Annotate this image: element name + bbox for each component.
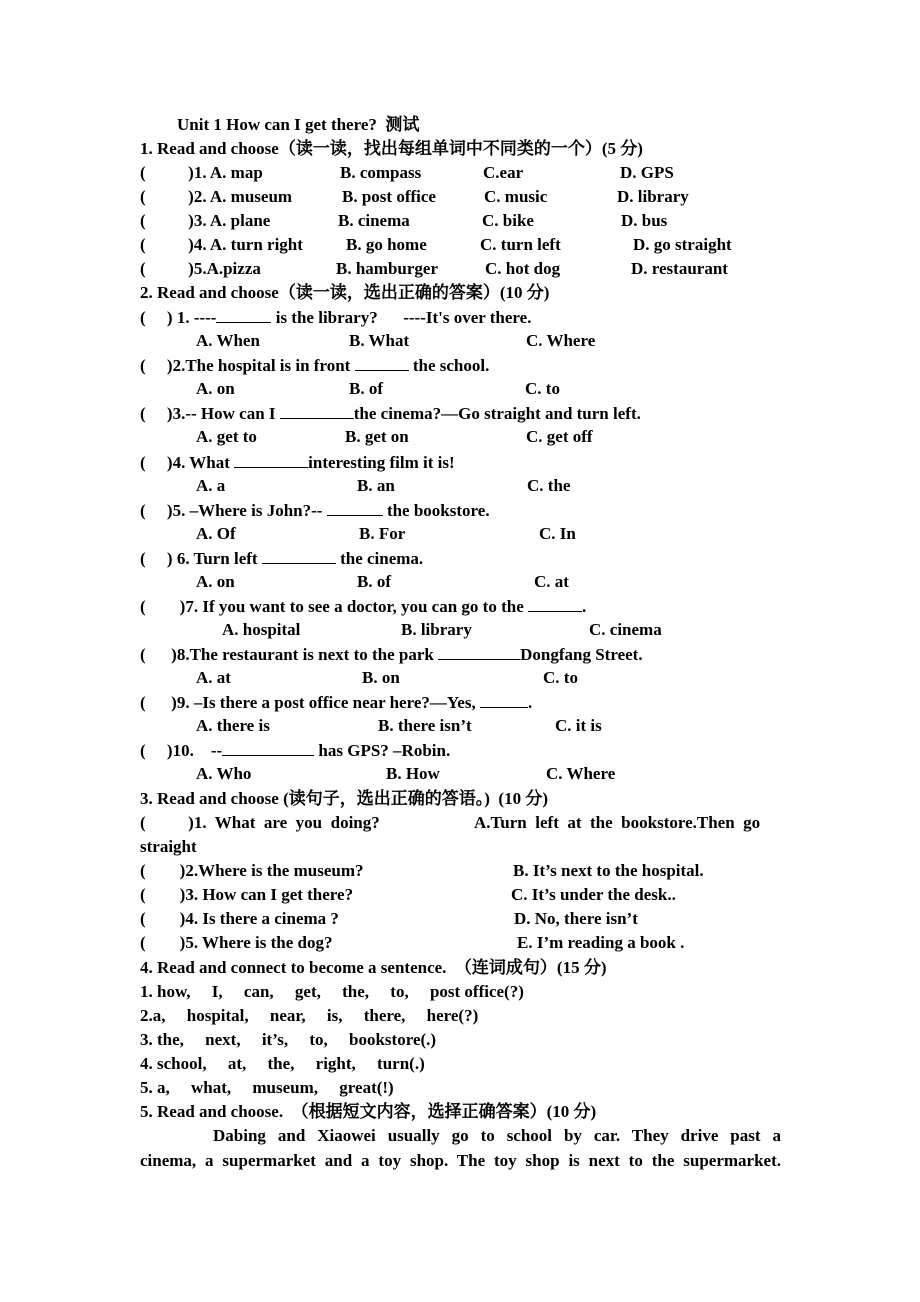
option-d: D. GPS	[620, 163, 674, 182]
option-c: C. at	[534, 572, 569, 591]
option-b: B. hamburger	[336, 259, 438, 278]
question-line	[140, 594, 586, 618]
question-line	[140, 642, 643, 666]
question-line	[140, 738, 450, 762]
answer-blank	[234, 450, 308, 468]
question-text: has GPS? –Robin.	[314, 741, 451, 760]
question-text: .	[582, 597, 587, 616]
option-b: B. post office	[342, 187, 436, 206]
answer-blank	[480, 690, 528, 708]
option-c: C. turn left	[480, 235, 561, 254]
option-b: B. get on	[345, 427, 409, 446]
option-b: B. on	[362, 668, 400, 687]
option-a: A. hospital	[222, 620, 301, 639]
option-a: A. at	[196, 668, 231, 687]
section-1-heading: 1. Read and choose（读一读，找出每组单词中不同类的一个）(5 分)	[140, 139, 643, 158]
answer-blank	[355, 353, 409, 371]
option-b: B. of	[349, 379, 383, 398]
question-number: ( )1. A. map	[140, 163, 263, 182]
question-text: ( )10. --	[140, 741, 223, 760]
question-text: ( )5. –Where is John?--	[140, 501, 327, 520]
option-c: C. the	[527, 476, 571, 495]
section-4-heading: 4. Read and connect to become a sentence. （连词成句）(15 分)	[140, 958, 607, 977]
question-text: ( ) 1. ----	[140, 308, 217, 327]
question-text: ( )1. What are you doing?	[140, 813, 380, 832]
question-text: ( )3. How can I get there?	[140, 885, 354, 904]
option-d: D. bus	[621, 211, 668, 230]
option-c: C. Where	[546, 764, 616, 783]
question-line	[140, 305, 531, 329]
option-c: C. bike	[482, 211, 534, 230]
option-b: B. go home	[346, 235, 427, 254]
option-b: B. cinema	[338, 211, 410, 230]
question-number: ( )3. A. plane	[140, 211, 271, 230]
question-text: the cinema?—Go straight and turn left.	[353, 404, 641, 423]
option-b: B. How	[386, 764, 440, 783]
question-line	[140, 450, 455, 474]
answer-option: C. It’s under the desk..	[511, 885, 676, 904]
option-b: B. there isn’t	[378, 716, 472, 735]
question-text: ( ) 6. Turn left	[140, 549, 262, 568]
option-a: A. Of	[196, 524, 236, 543]
question-text: ( )3.-- How can I	[140, 404, 280, 423]
question-text: ( )4. Is there a cinema ?	[140, 909, 339, 928]
section-2-heading: 2. Read and choose（读一读，选出正确的答案）(10 分)	[140, 283, 550, 302]
option-c: C. to	[525, 379, 560, 398]
question-number: ( )4. A. turn right	[140, 235, 303, 254]
answer-blank	[262, 546, 336, 564]
question-text: ( )7. If you want to see a doctor, you can go to the	[140, 597, 528, 616]
question-text: the bookstore.	[382, 501, 490, 520]
option-b: B. What	[349, 331, 410, 350]
answer-blank	[280, 401, 354, 419]
option-c: C. music	[484, 187, 548, 206]
option-c: C.ear	[483, 163, 524, 182]
answer-blank	[327, 498, 383, 516]
option-b: B. of	[357, 572, 391, 591]
option-a: A. on	[196, 379, 235, 398]
question-line	[140, 690, 532, 714]
question-text: the school.	[408, 356, 490, 375]
option-a: A. there is	[196, 716, 270, 735]
option-a: A. Who	[196, 764, 252, 783]
question-text: Dongfang Street.	[520, 645, 643, 664]
answer-blank	[438, 642, 520, 660]
answer-blank	[222, 738, 314, 756]
word-list: 4. school, at, the, right, turn(.)	[140, 1054, 425, 1073]
question-number: ( )5.A.pizza	[140, 259, 261, 278]
option-d: D. restaurant	[631, 259, 728, 278]
option-c: C. to	[543, 668, 578, 687]
word-list: 5. a, what, museum, great(!)	[140, 1078, 394, 1097]
reading-paragraph: cinema, a supermarket and a toy shop. The toy shop is next to the supermarket.	[140, 1151, 781, 1170]
option-d: D. library	[617, 187, 689, 206]
answer-blank	[528, 594, 582, 612]
option-b: B. compass	[340, 163, 422, 182]
question-text: ( )2.Where is the museum?	[140, 861, 364, 880]
question-line	[140, 546, 423, 570]
question-text: ( )8.The restaurant is next to the park	[140, 645, 439, 664]
question-text: interesting film it is!	[308, 453, 455, 472]
option-b: B. an	[357, 476, 395, 495]
option-a: A. When	[196, 331, 260, 350]
option-c: C. hot dog	[485, 259, 561, 278]
answer-option: E. I’m reading a book .	[517, 933, 685, 952]
answer-continuation: straight	[140, 837, 197, 856]
section-3-heading: 3. Read and choose (读句子，选出正确的答语。) (10 分)	[140, 789, 548, 808]
answer-option: A.Turn left at the bookstore.Then go	[474, 813, 761, 832]
question-text: is the library? ----It's over there.	[271, 308, 532, 327]
answer-blank	[216, 305, 271, 323]
option-c: C. In	[539, 524, 576, 543]
answer-option: B. It’s next to the hospital.	[513, 861, 704, 880]
word-list: 1. how, I, can, get, the, to, post office(?)	[140, 982, 524, 1001]
worksheet-title: Unit 1 How can I get there? 测试	[177, 115, 420, 134]
question-text: ( )9. –Is there a post office near here?—Yes,	[140, 693, 480, 712]
option-c: C. it is	[555, 716, 602, 735]
option-b: B. For	[359, 524, 406, 543]
option-a: A. a	[196, 476, 226, 495]
question-line	[140, 498, 490, 522]
word-list: 3. the, next, it’s, to, bookstore(.)	[140, 1030, 437, 1049]
option-b: B. library	[401, 620, 472, 639]
question-text: ( )2.The hospital is in front	[140, 356, 355, 375]
option-a: A. on	[196, 572, 235, 591]
question-text: the cinema.	[335, 549, 424, 568]
question-text: ( )5. Where is the dog?	[140, 933, 333, 952]
option-c: C. Where	[526, 331, 596, 350]
question-text: ( )4. What	[140, 453, 235, 472]
word-list: 2.a, hospital, near, is, there, here(?)	[140, 1006, 479, 1025]
question-text: .	[527, 693, 533, 712]
answer-option: D. No, there isn’t	[514, 909, 638, 928]
option-d: D. go straight	[633, 235, 732, 254]
option-a: A. get to	[196, 427, 257, 446]
section-5-heading: 5. Read and choose. （根据短文内容，选择正确答案）(10 分)	[140, 1102, 597, 1121]
question-line	[140, 401, 641, 425]
question-number: ( )2. A. museum	[140, 187, 293, 206]
option-c: C. get off	[526, 427, 593, 446]
reading-paragraph: Dabing and Xiaowei usually go to school by car. They drive past a	[213, 1126, 781, 1145]
option-c: C. cinema	[589, 620, 662, 639]
question-line	[140, 353, 489, 377]
